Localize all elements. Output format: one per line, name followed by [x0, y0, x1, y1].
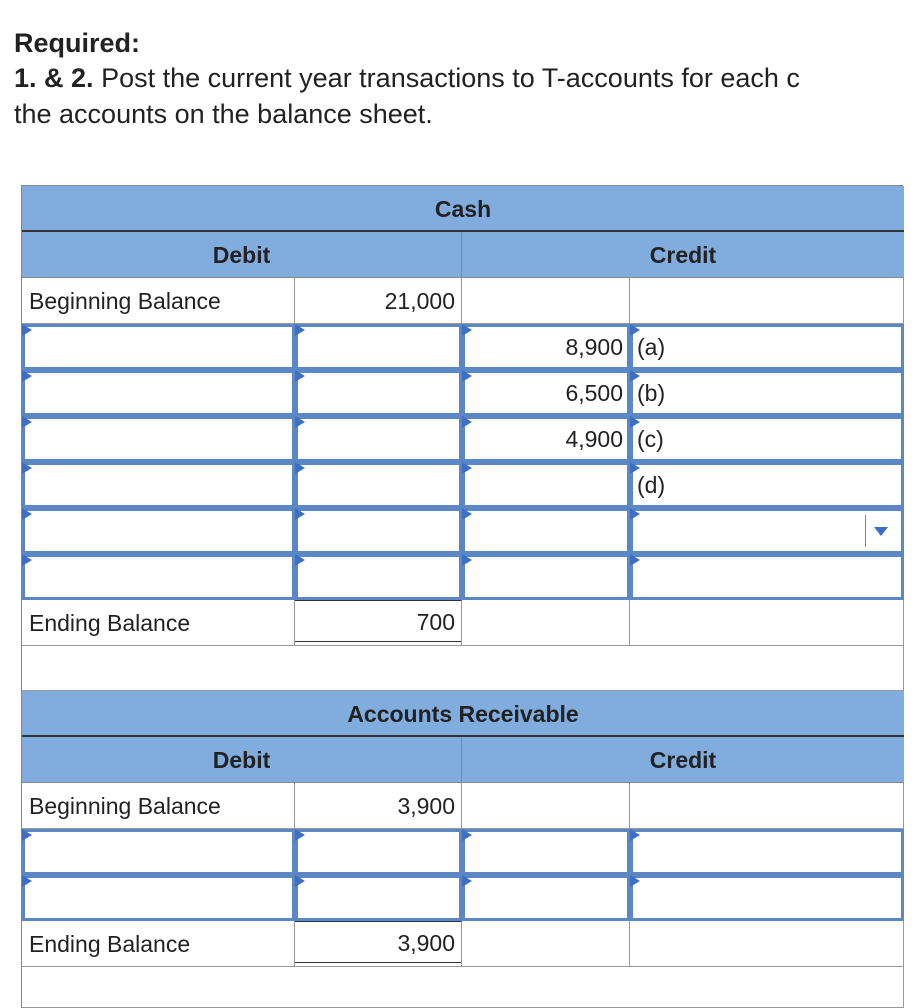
credit-amount-input[interactable] — [462, 829, 630, 875]
table-row — [22, 324, 904, 370]
table-row — [22, 829, 904, 875]
ending-balance-value: 700 — [416, 609, 455, 635]
beginning-balance-label: Beginning Balance — [22, 783, 295, 829]
debit-amount-input[interactable] — [295, 416, 462, 462]
credit-reference-value: (c) — [637, 426, 664, 452]
credit-blank-cell — [630, 600, 904, 646]
instruction-line-1 — [14, 60, 914, 96]
table-row — [22, 462, 904, 508]
blank-row — [22, 967, 904, 1008]
ending-balance-label: Ending Balance — [22, 921, 295, 967]
instructions — [14, 26, 914, 132]
credit-account-input[interactable] — [630, 829, 904, 875]
table-row — [22, 416, 904, 462]
spacer-row — [21, 645, 903, 691]
credit-blank-cell — [462, 278, 630, 324]
table-row — [22, 508, 904, 554]
ending-balance-row — [22, 921, 904, 967]
credit-amount-input[interactable] — [462, 462, 630, 508]
debit-account-input[interactable] — [22, 324, 295, 370]
credit-amount-input[interactable] — [462, 875, 630, 921]
credit-reference-value: (d) — [637, 472, 666, 498]
credit-reference-input[interactable] — [630, 416, 904, 462]
beginning-balance-row — [22, 278, 904, 324]
debit-account-input[interactable] — [22, 554, 295, 600]
credit-blank-cell — [462, 783, 630, 829]
dropdown-arrow-icon[interactable] — [865, 515, 895, 547]
credit-account-input[interactable] — [630, 875, 904, 921]
credit-reference-input[interactable] — [630, 462, 904, 508]
table-row — [22, 554, 904, 600]
debit-amount-input[interactable] — [295, 462, 462, 508]
debit-account-input[interactable] — [22, 508, 295, 554]
credit-heading: Credit — [649, 747, 717, 773]
beginning-balance-value: 3,900 — [295, 783, 462, 829]
beginning-balance-value: 21,000 — [295, 278, 462, 324]
account-subheader — [22, 232, 904, 278]
credit-reference-input[interactable] — [630, 370, 904, 416]
debit-amount-input[interactable] — [295, 324, 462, 370]
debit-account-input[interactable] — [22, 416, 295, 462]
credit-reference-value: (b) — [637, 380, 666, 406]
table-row — [22, 875, 904, 921]
step-number: 1. & 2. — [14, 63, 94, 93]
ending-balance-value: 3,900 — [397, 930, 455, 956]
debit-amount-input[interactable] — [295, 554, 462, 600]
instruction-text-1: Post the current year transactions to T-accounts for each c — [101, 63, 800, 93]
debit-heading: Debit — [22, 737, 462, 783]
credit-reference-value: (a) — [637, 334, 666, 360]
credit-amount-input[interactable] — [462, 508, 630, 554]
credit-blank-cell — [462, 921, 630, 967]
blank-row — [22, 645, 904, 691]
beginning-balance-label: Beginning Balance — [22, 278, 295, 324]
credit-amount-input[interactable] — [462, 554, 630, 600]
accounts-receivable-t-account — [21, 691, 903, 1008]
credit-account-select[interactable] — [630, 508, 904, 554]
ending-balance-row — [22, 600, 904, 646]
table-row — [22, 370, 904, 416]
credit-amount-input[interactable] — [462, 324, 630, 370]
credit-amount-input[interactable] — [462, 416, 630, 462]
instruction-line-2: the accounts on the balance sheet. — [14, 99, 433, 129]
credit-heading: Credit — [649, 242, 717, 268]
debit-amount-input[interactable] — [295, 875, 462, 921]
ending-balance-total — [295, 921, 462, 967]
credit-blank-cell — [462, 600, 630, 646]
account-title: Accounts Receivable — [22, 691, 904, 737]
debit-account-input[interactable] — [22, 829, 295, 875]
ending-balance-label: Ending Balance — [22, 600, 295, 646]
debit-account-input[interactable] — [22, 875, 295, 921]
ending-balance-total — [295, 600, 462, 646]
debit-account-input[interactable] — [22, 462, 295, 508]
account-title: Cash — [22, 186, 904, 232]
debit-account-input[interactable] — [22, 370, 295, 416]
credit-amount-value: 8,900 — [565, 334, 623, 360]
beginning-balance-row — [22, 783, 904, 829]
credit-account-input[interactable] — [630, 554, 904, 600]
debit-amount-input[interactable] — [295, 829, 462, 875]
debit-amount-input[interactable] — [295, 370, 462, 416]
credit-blank-cell — [630, 783, 904, 829]
required-title: Required: — [14, 28, 141, 58]
debit-heading: Debit — [22, 232, 462, 278]
cash-t-account — [21, 185, 903, 645]
credit-blank-cell — [630, 921, 904, 967]
credit-blank-cell — [630, 278, 904, 324]
credit-amount-input[interactable] — [462, 370, 630, 416]
account-subheader — [22, 737, 904, 783]
credit-amount-value: 4,900 — [565, 426, 623, 452]
debit-amount-input[interactable] — [295, 508, 462, 554]
credit-reference-input[interactable] — [630, 324, 904, 370]
credit-amount-value: 6,500 — [565, 380, 623, 406]
